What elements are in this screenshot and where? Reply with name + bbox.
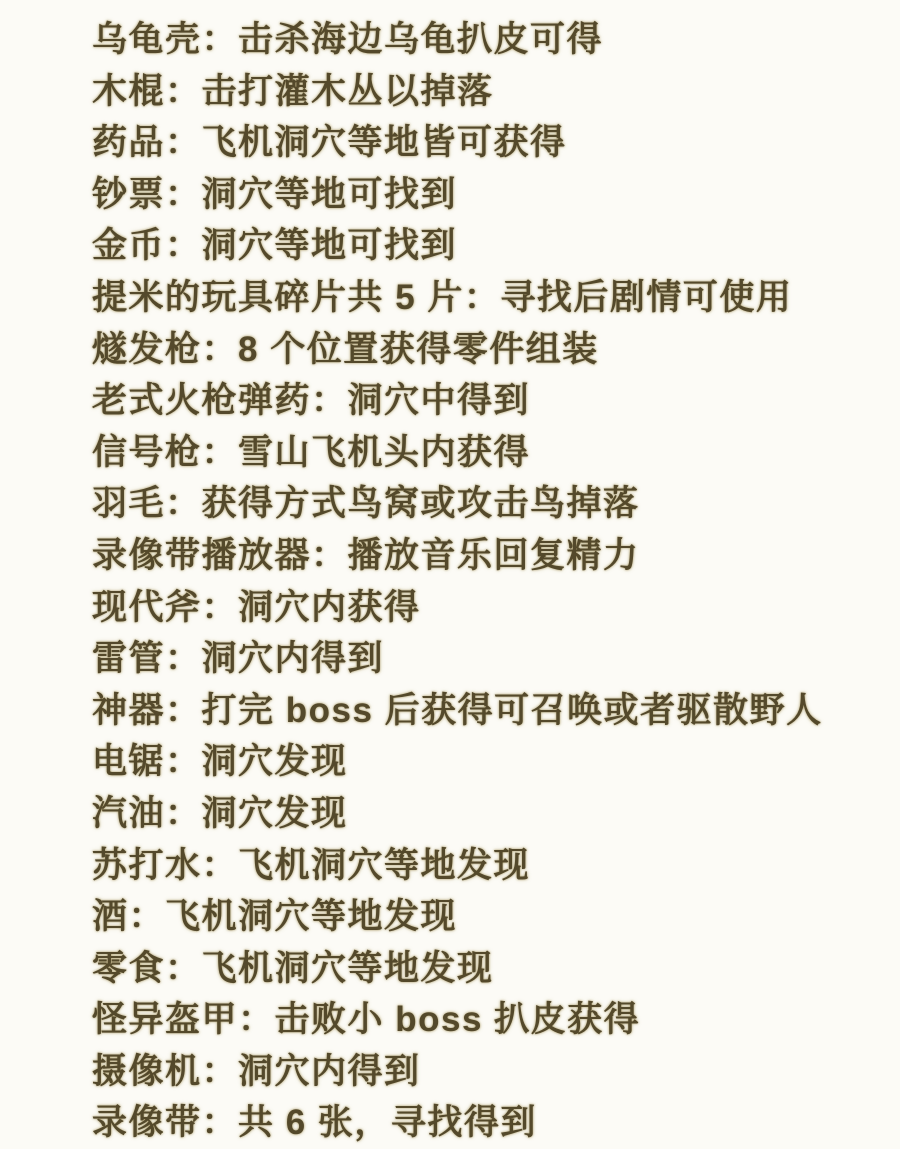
list-item: 录像带：共 6 张，寻找得到 (92, 1103, 537, 1143)
list-item: 老式火枪弹药：洞穴中得到 (92, 381, 531, 421)
list-item: 乌龟壳：击杀海边乌龟扒皮可得 (92, 20, 604, 59)
list-item: 汽油：洞穴发现 (92, 793, 348, 833)
item-guide-list (92, 14, 890, 1149)
list-item: 羽毛：获得方式鸟窝或攻击鸟掉落 (92, 484, 640, 524)
list-item: 录像带播放器：播放音乐回复精力 (92, 535, 640, 575)
list-item: 现代斧：洞穴内获得 (92, 587, 421, 627)
list-item: 摄像机：洞穴内得到 (92, 1051, 421, 1091)
list-item: 木棍：击打灌木丛以掉落 (92, 71, 494, 111)
list-item: 提米的玩具碎片共 5 片：寻找后剧情可使用 (92, 277, 793, 317)
list-item: 药品：飞机洞穴等地皆可获得 (92, 123, 567, 163)
list-item: 苏打水：飞机洞穴等地发现 (92, 845, 531, 885)
list-item: 怪异盔甲：击败小 boss 扒皮获得 (92, 1000, 641, 1040)
list-item: 神器：打完 boss 后获得可召唤或者驱散野人 (92, 690, 823, 730)
list-item: 钞票：洞穴等地可找到 (92, 174, 458, 214)
list-item: 雷管：洞穴内得到 (92, 639, 385, 679)
list-item: 酒：飞机洞穴等地发现 (92, 897, 458, 937)
list-item: 信号枪：雪山飞机头内获得 (92, 432, 531, 472)
list-item: 零食：飞机洞穴等地发现 (92, 948, 494, 988)
list-item: 燧发枪：8 个位置获得零件组装 (92, 329, 599, 369)
list-item: 金币：洞穴等地可找到 (92, 226, 458, 266)
list-item: 电锯：洞穴发现 (92, 742, 348, 782)
